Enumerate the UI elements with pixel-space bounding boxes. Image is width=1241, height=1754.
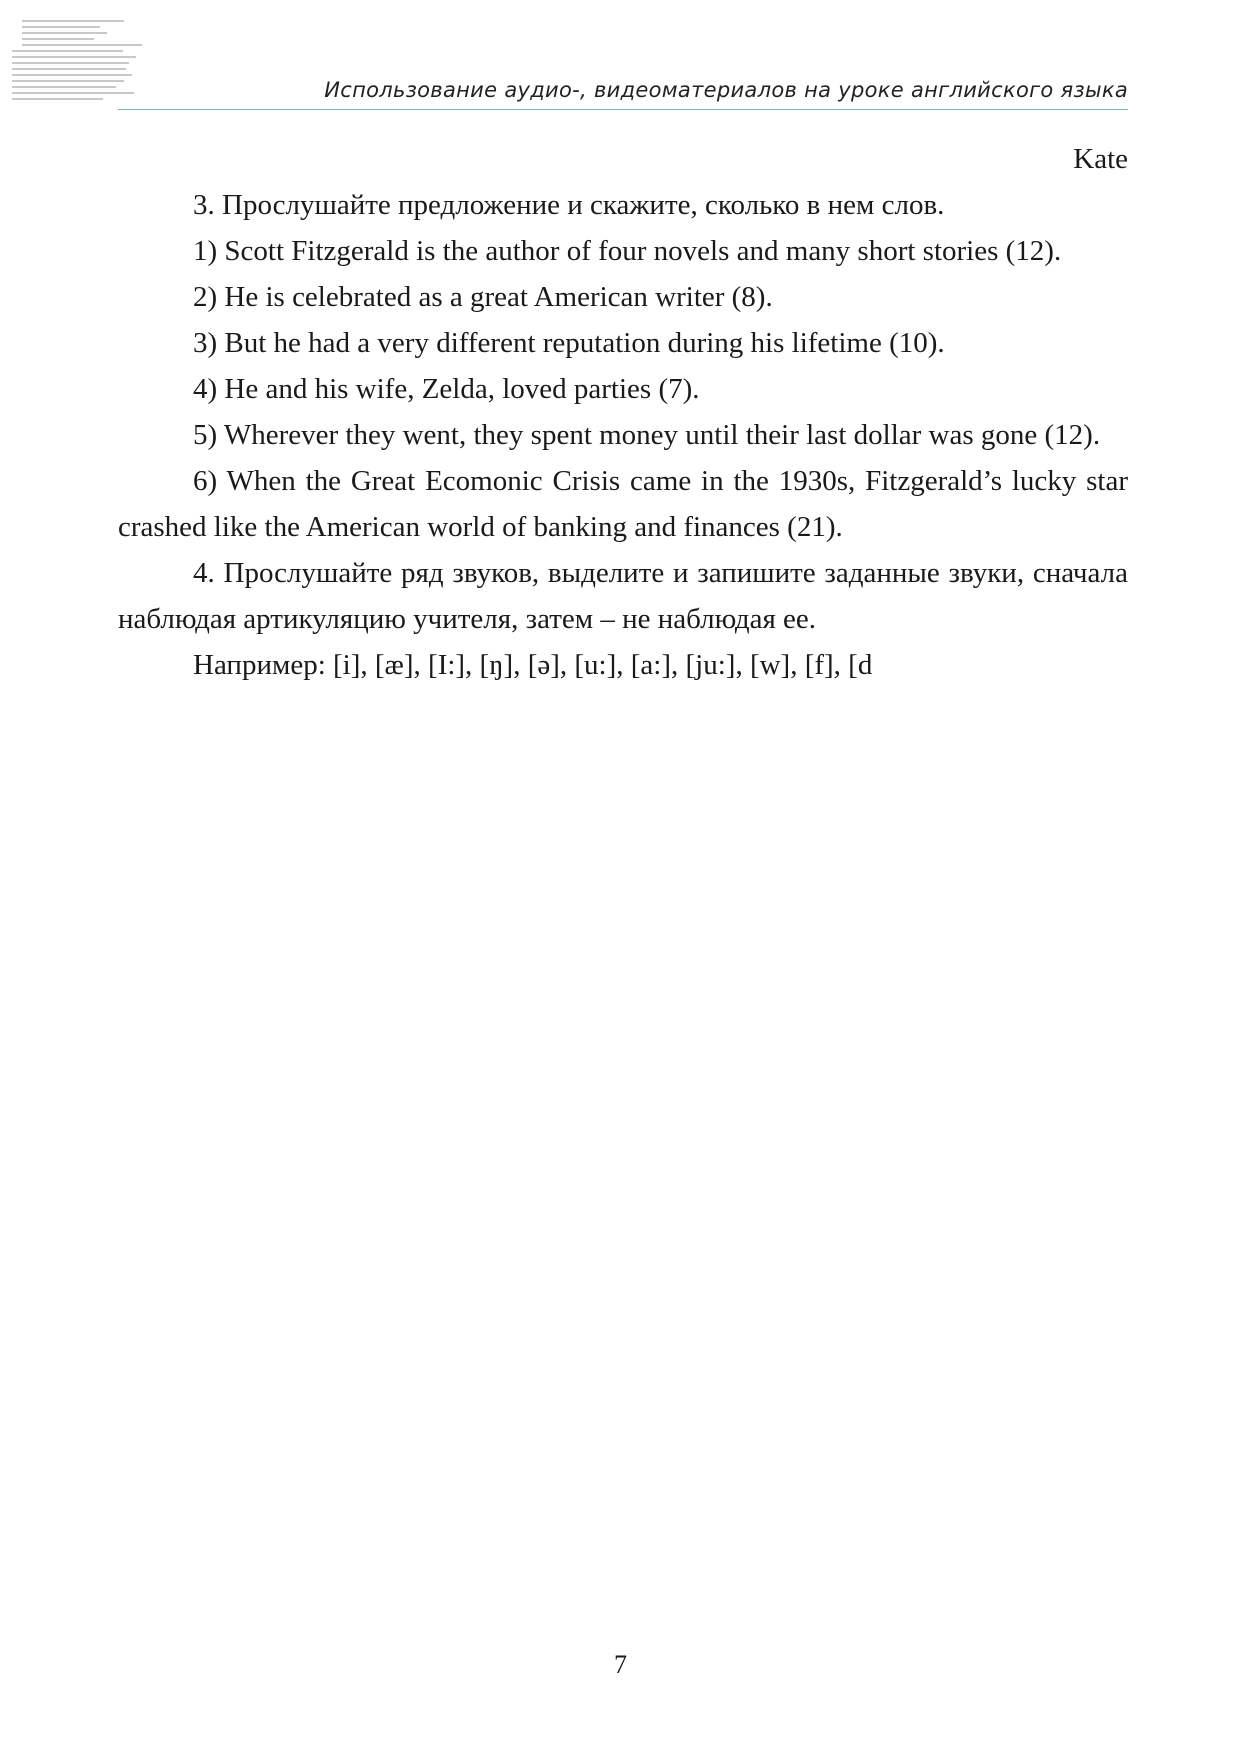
sentence-item: 1) Scott Fitzgerald is the author of four novels and many short stories (12). [193,235,1062,267]
page-thumbnail [12,20,142,120]
task-3-heading: 3. Прослушайте предложение и скажите, сколько в нем слов. [193,189,945,221]
sentence-item: 5) Wherever they went, they spent money until their last dollar was gone (12). [193,419,1101,451]
page-body [118,136,1128,688]
page-number: 7 [614,1650,627,1679]
sentence-item: 4) He and his wife, Zelda, loved parties (7). [193,373,700,405]
example-sounds: Например: [i], [æ], [I:], [ŋ], [ə], [u:], [a:], [ju:], [w], [f], [d [193,649,873,681]
trailing-word: Kate [1073,143,1128,175]
running-header: Использование аудио-, видеоматериалов на уроке английского языка [324,78,1128,102]
task-4-heading: 4. Прослушайте ряд звуков, выделите и запишите заданные звуки, сначала наблюдая артикуляцию учителя, затем – не наблюдая ее. [118,557,1128,635]
sentence-item: 6) When the Great Ecomonic Crisis came in the 1930s, Fitzgerald’s lucky star crashed like the American world of banking and finances (21). [118,465,1128,543]
header-divider [118,109,1128,110]
sentence-item: 2) He is celebrated as a great American writer (8). [193,281,773,313]
sentence-item: 3) But he had a very different reputation during his lifetime (10). [193,327,945,359]
